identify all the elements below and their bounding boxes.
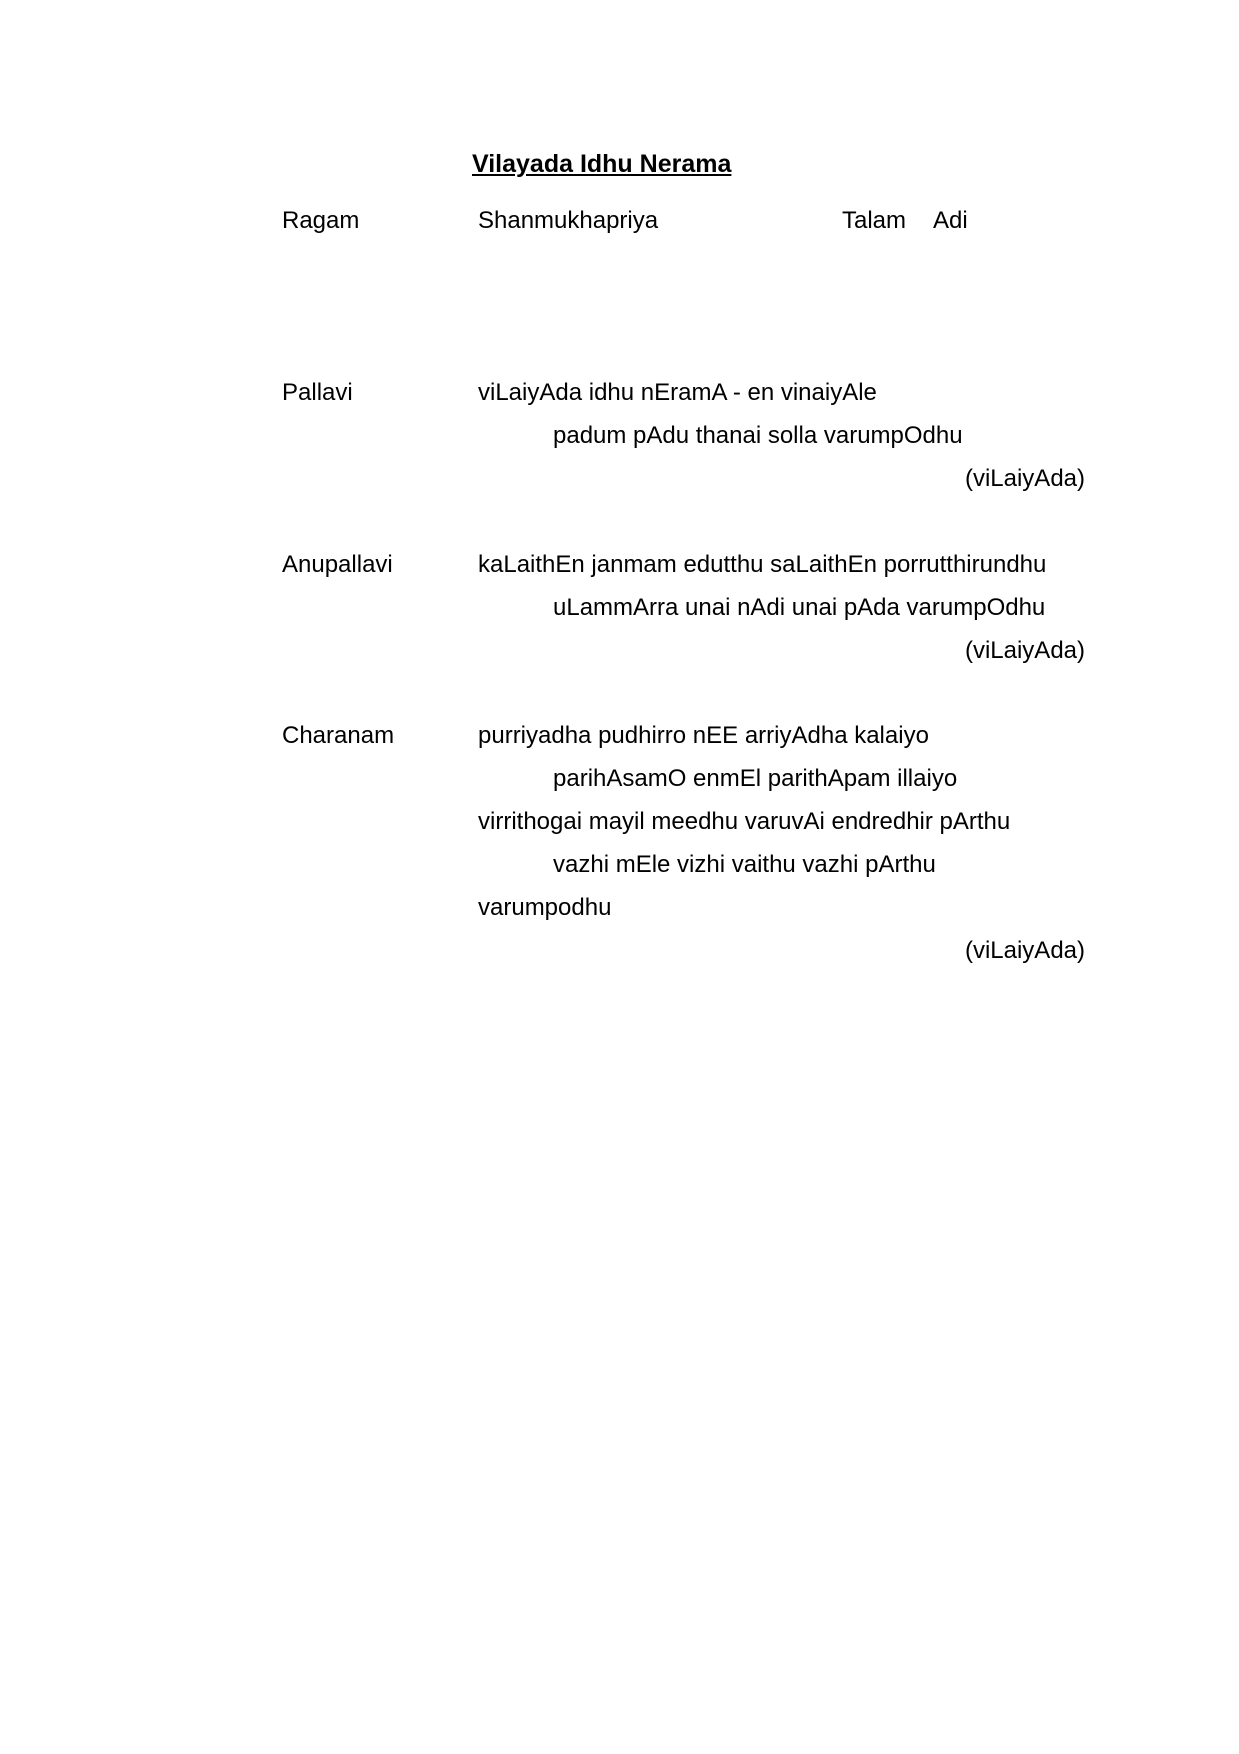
charanam-refrain: (viLaiyAda) <box>964 937 1085 964</box>
talam-value: Adi <box>933 207 968 234</box>
song-title: Vilayada Idhu Nerama <box>472 150 732 178</box>
charanam-line-4: vazhi mEle vizhi vaithu vazhi pArthu <box>553 851 936 878</box>
ragam-label: Ragam <box>282 207 360 234</box>
pallavi-refrain: (viLaiyAda) <box>964 465 1085 492</box>
charanam-line-1: purriyadha pudhirro nEE arriyAdha kalaiyo <box>478 722 929 749</box>
anupallavi-refrain: (viLaiyAda) <box>964 637 1085 664</box>
pallavi-line-1: viLaiyAda idhu nEramA - en vinaiyAle <box>478 379 877 406</box>
anupallavi-line-2: uLammArra unai nAdi unai pAda varumpOdhu <box>553 594 1046 621</box>
charanam-line-5: varumpodhu <box>478 894 612 921</box>
talam-label: Talam <box>842 207 907 234</box>
charanam-line-2: parihAsamO enmEl parithApam illaiyo <box>553 765 958 792</box>
charanam-label: Charanam <box>282 722 395 749</box>
ragam-value: Shanmukhapriya <box>478 207 659 234</box>
charanam-line-3: virrithogai mayil meedhu varuvAi endredhir pArthu <box>478 808 1011 835</box>
anupallavi-line-1: kaLaithEn janmam edutthu saLaithEn porrutthirundhu <box>478 551 1047 578</box>
pallavi-line-2: padum pAdu thanai solla varumpOdhu <box>553 422 963 449</box>
pallavi-label: Pallavi <box>282 379 353 406</box>
anupallavi-label: Anupallavi <box>282 551 393 578</box>
